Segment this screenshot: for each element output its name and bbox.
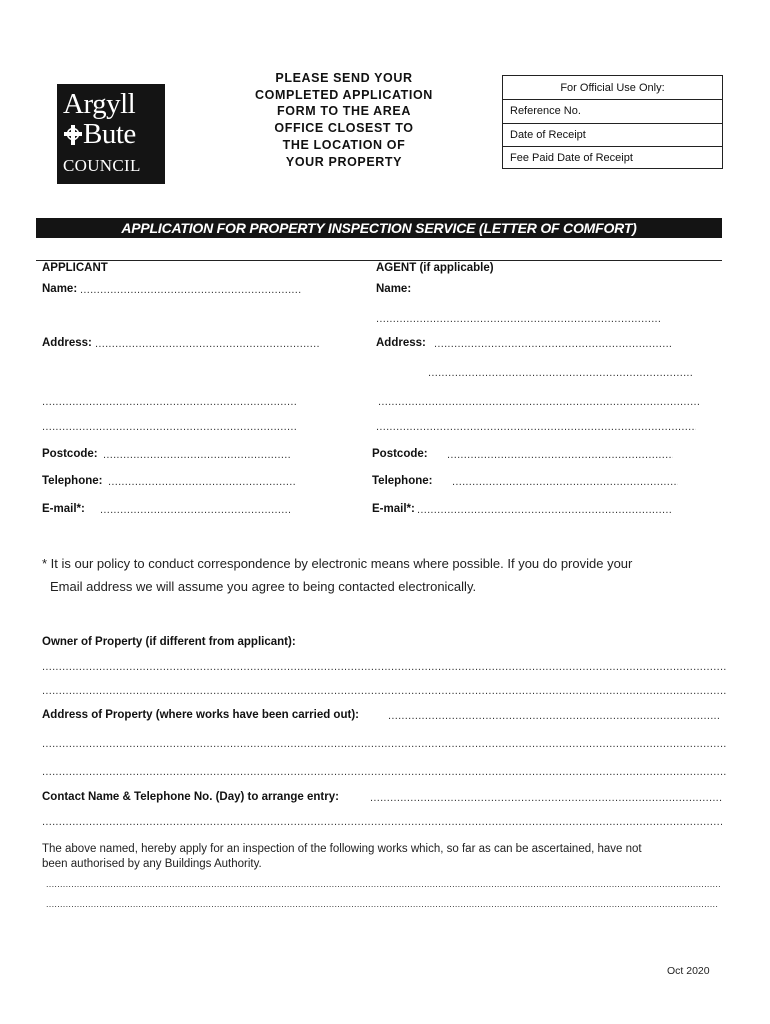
agent-address-field-3[interactable] (378, 396, 700, 408)
agent-email-field[interactable] (417, 504, 672, 516)
official-use-box (502, 75, 723, 169)
reference-no-field (503, 99, 722, 123)
fee-paid-field (503, 146, 722, 169)
declaration-line-1: The above named, hereby apply for an inspection of the following works which, so far as can be ascertained, have not (42, 843, 642, 855)
applicant-telephone-label: Telephone: (42, 475, 103, 487)
logo-text-council: COUNCIL (63, 156, 141, 175)
email-policy-line-2: Email address we will assume you agree to being contacted electronically. (50, 579, 477, 594)
applicant-postcode-field[interactable] (103, 449, 291, 461)
applicant-name-label: Name: (42, 283, 78, 295)
agent-email-label: E-mail*: (372, 503, 415, 515)
date-receipt-field (503, 123, 722, 147)
applicant-address-field-1[interactable] (95, 338, 319, 350)
applicant-heading: APPLICANT (42, 262, 108, 274)
property-address-field-1[interactable] (388, 710, 720, 722)
contact-field-1[interactable] (370, 792, 722, 804)
applicant-name-field[interactable] (80, 284, 302, 296)
send-instructions: PLEASE SEND YOUR COMPLETED APPLICATION FORM TO THE AREA OFFICE CLOSEST TO THE LOCATION OF YOUR PROPERTY (255, 71, 433, 169)
celtic-cross-icon (63, 124, 83, 146)
applicant-email-field[interactable] (100, 504, 290, 516)
council-logo (57, 84, 165, 184)
agent-telephone-label: Telephone: (372, 475, 433, 487)
contact-label: Contact Name & Telephone No. (Day) to arrange entry: (42, 791, 339, 803)
agent-address-field-2[interactable] (428, 367, 694, 379)
property-address-field-3[interactable] (42, 766, 726, 778)
agent-heading: AGENT (if applicable) (376, 262, 494, 274)
official-use-title: For Official Use Only: (560, 82, 665, 94)
agent-telephone-field[interactable] (452, 476, 678, 488)
applicant-address-field-3[interactable] (42, 421, 298, 433)
agent-address-field-1[interactable] (434, 338, 672, 350)
section-divider (36, 260, 722, 261)
fee-paid-label: Fee Paid Date of Receipt (510, 152, 633, 164)
owner-field-1[interactable] (42, 661, 726, 673)
reference-no-label: Reference No. (510, 105, 581, 117)
agent-address-label: Address: (376, 337, 426, 349)
date-receipt-label: Date of Receipt (510, 129, 586, 141)
applicant-address-label: Address: (42, 337, 92, 349)
applicant-address-field-2[interactable] (42, 396, 298, 408)
agent-name-label: Name: (376, 283, 412, 295)
works-field-1[interactable] (46, 879, 721, 889)
owner-field-2[interactable] (42, 685, 726, 697)
works-field-2[interactable] (46, 899, 718, 909)
agent-name-field[interactable] (376, 313, 661, 325)
logo-text-bute: Bute (83, 118, 136, 150)
form-title: APPLICATION FOR PROPERTY INSPECTION SERVICE (LETTER OF COMFORT) (36, 218, 722, 238)
agent-postcode-field[interactable] (447, 449, 673, 461)
agent-postcode-label: Postcode: (372, 448, 428, 460)
contact-field-2[interactable] (42, 816, 722, 828)
applicant-telephone-field[interactable] (108, 476, 295, 488)
applicant-email-label: E-mail*: (42, 503, 85, 515)
owner-label: Owner of Property (if different from applicant): (42, 636, 296, 648)
property-address-field-2[interactable] (42, 738, 726, 750)
property-address-label: Address of Property (where works have been carried out): (42, 709, 359, 721)
logo-text-argyll: Argyll (63, 88, 136, 120)
declaration-line-2: been authorised by any Buildings Authority. (42, 858, 262, 870)
applicant-postcode-label: Postcode: (42, 448, 98, 460)
footer-date: Oct 2020 (667, 965, 710, 977)
email-policy-line-1: * It is our policy to conduct correspondence by electronic means where possible. If you do provide your (42, 556, 633, 571)
agent-address-field-4[interactable] (376, 421, 696, 433)
